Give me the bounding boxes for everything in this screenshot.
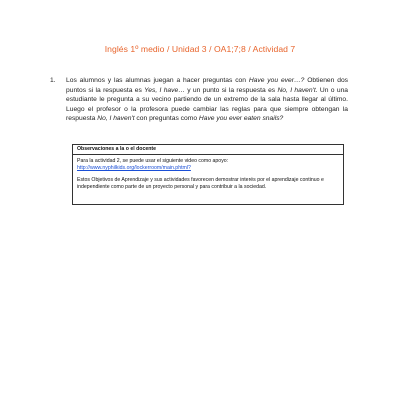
observations-video-note: Para la actividad 2, se puede usar el siguiente video como apoyo: (77, 158, 229, 165)
observations-objectives-note: Estos Objetivos de Aprendizaje y sus actividades favorecen demostrar interés por el aprendizaje continuo e independiente como parte de un proyecto personal y para contribuir a la sociedad. (77, 176, 324, 190)
question-number: 1. (50, 77, 56, 84)
question-text-italic: No, I haven't (97, 115, 135, 123)
question-text-italic: Have you ever…? (248, 77, 305, 84)
video-link[interactable]: http://www.nyphilkids.org/lockerroom/main.phtml? (77, 165, 191, 172)
question-text-part: . Un o una estudiante le pregunta a su vecino partiendo de un extremo de la sala hasta llegar al último. Luego el profesor o la profesora puede cambiar las reglas para que siempre obtengan la respuesta (66, 86, 349, 123)
question-text-italic: Yes, I have… (144, 86, 185, 94)
question-text-part: Obtienen dos puntos si la respuesta es (66, 77, 349, 94)
question-text-part: con preguntas como (134, 115, 199, 123)
question-text-part: Los alumnos y las alumnas juegan a hacer preguntas con (66, 77, 249, 84)
page-title: Inglés 1º medio / Unidad 3 / OA1;7;8 / Actividad 7 (104, 44, 296, 54)
question-text (66, 76, 348, 124)
question-text-italic: No, I haven't (277, 86, 316, 94)
observations-heading: Observaciones a la o el docente (77, 146, 156, 152)
question-text-part: y un punto si la respuesta es (184, 86, 278, 94)
question-text-italic: Have you ever eaten snails? (198, 115, 284, 123)
observations-divider (73, 154, 343, 155)
teacher-observations-box (72, 144, 344, 205)
question-item (50, 76, 348, 124)
